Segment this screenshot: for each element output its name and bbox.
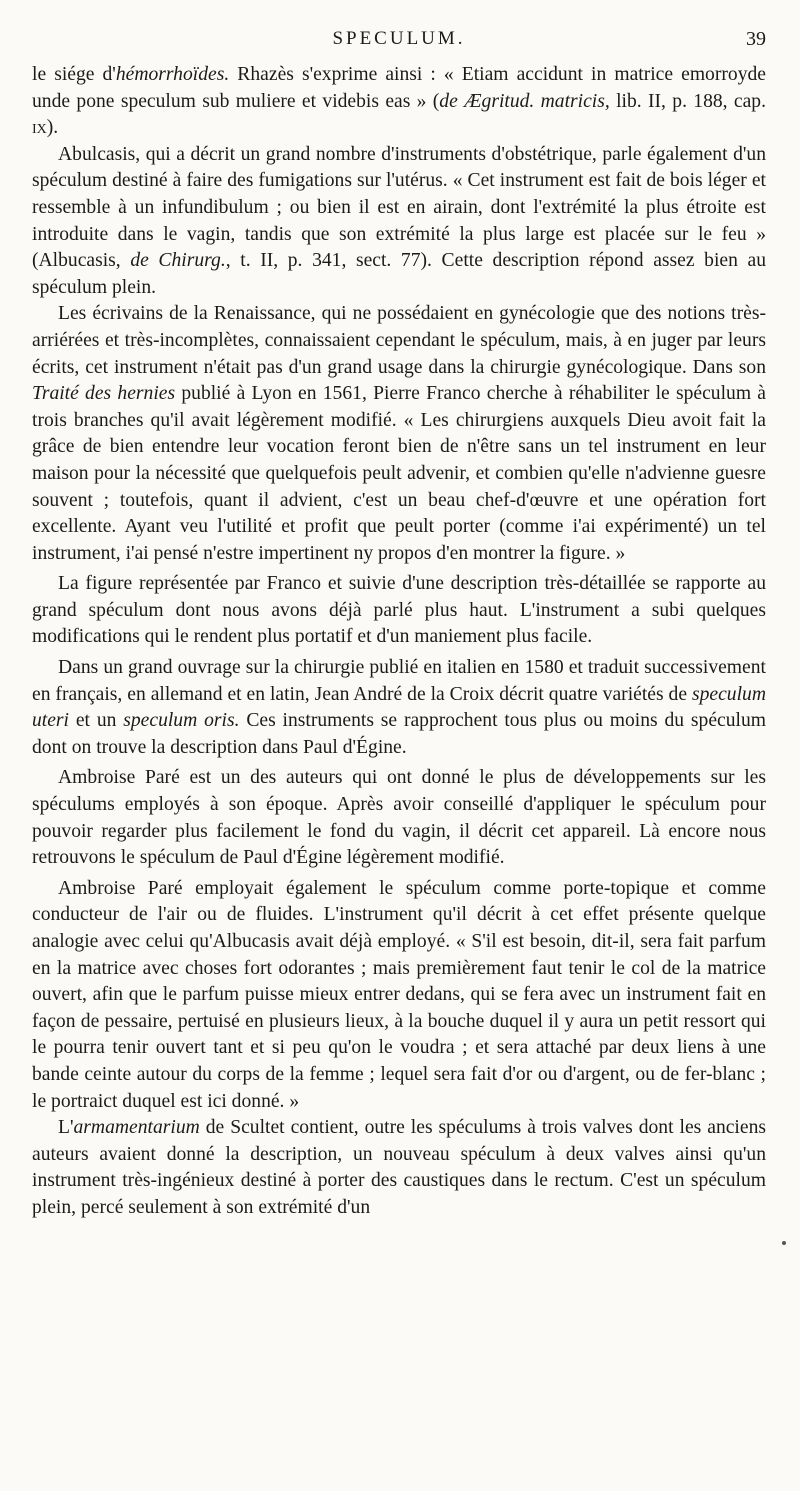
running-header [32,28,766,62]
italic-run: speculum uteri [32,683,766,732]
text-run: publié à Lyon en 1561, Pierre Franco cherche à réhabiliter le spéculum à trois branches qu'il avait légèrement modifié. « Les chirurgiens auxquels Dieu avoit fait la grâce de bien entendre leur vocation feront bien de n'être sans un tel instrument en leur maison pour la nécessité que quelquefois peult advenir, et combien qu'elle n'advienne guesre souvent ; toutefois, quant il advient, c'est un beau chef-d'œuvre et une opération fort excellente. Ayant veu l'utilité et profit que peult porter (comme i'ai expérimenté) un tel instrument, i'ai pensé n'estre impertinent ny propos d'en montrer la figure. » [32,383,766,564]
text-run: Les écrivains de la Renaissance, qui ne possédaient en gynécologie que des notions très-arriérées et très-incomplètes, connaissaient cependant le spéculum, mais, à en juger par leurs écrits, cet instrument n'était pas d'un grand usage dans la chirurgie gynécologique. Dans son [32,303,766,378]
paragraph [32,142,766,302]
paragraph [32,765,766,871]
paragraph [32,62,766,142]
text-run: , t. II, p. 341, sect. 77). Cette description répond assez bien au spéculum plein. [32,250,766,298]
paragraph [32,1115,766,1221]
text-run: Ces instruments se rapprochent tous plus ou moins du spéculum dont on trouve la description dans Paul d'Égine. [32,710,767,758]
italic-run: hémorrhoïdes. [115,64,230,85]
italic-run: speculum oris. [123,710,240,732]
body-text [32,62,766,1222]
text-run: La figure représentée par Franco et suivie d'une description très-détaillée se rapporte au grand spéculum dont nous avons déjà parlé plus haut. L'instrument a subi quelques modifications qui le rendent plus portatif et d'un maniement plus facile. [32,573,766,648]
text-run: Rhazès s'exprime ainsi : « Etiam accidunt in matrice emorroyde unde pone speculum sub muliere et videbis eas » ( [32,64,766,112]
text-run: de Scultet contient, outre les spéculums à trois valves dont les anciens auteurs avaient donné la description, un nouveau spéculum à deux valves ainsi qu'un instrument très-ingénieux destiné à porter des caustiques dans le rectum. C'est un spéculum plein, percé seulement à son extrémité d'un [32,1117,766,1218]
italic-run: armamentarium [73,1117,200,1139]
text-run: ). [46,117,59,139]
running-title: SPECULUM. [332,28,466,49]
text-run: Dans un grand ouvrage sur la chirurgie publié en italien en 1580 et traduit successivement en français, en allemand et en latin, Jean André de la Croix décrit quatre variétés de [32,657,766,705]
text-run: Abulcasis, qui a décrit un grand nombre d'instruments d'obstétrique, parle également d'un spéculum destiné à faire des fumigations sur l'utérus. « Cet instrument est fait de bois léger et ressemble à un infundibulum ; ou bien il est en airain, dont l'extrémité la plus étroite est introduite dans le vagin, tandis que son extrémité la plus large est placée sur le feu » (Albucasis, [32,143,766,272]
text-run: L' [58,1117,74,1139]
text-run: le siége d' [32,64,116,85]
italic-run: Traité des hernies [32,383,176,405]
text-run: Ambroise Paré est un des auteurs qui ont donné le plus de développements sur les spéculums employés à son époque. Après avoir conseillé d'appliquer le spéculum pour pouvoir regarder plus facilement le fond du vagin, il décrit cet appareil. Là encore nous retrouvons le spéculum de Paul d'Égine légèrement modifié. [32,767,766,869]
text-run: Ambroise Paré employait également le spéculum comme porte-topique et comme conducteur de l'air ou de fluides. L'instrument qu'il décrit à cet effet présente quelque analogie avec celui qu'Albucasis avait déjà employé. « S'il est besoin, dit-il, sera fait parfum en la matrice avec choses fort odorantes ; mais premièrement faut tenir le col de la matrice ouvert, afin que le parfum puisse mieux entrer dedans, qui se fera avec un instrument fait en façon de pessaire, pertuisé en plusieurs lieux, à la bouche duquel il y aura un petit ressort qui le pourra tenir ouvert tant et si peu qu'on le voudra ; et sera attaché par deux liens à une bande ceinte autour du corps de la femme ; lequel sera fait d'or ou d'argent, ou de fer-blanc ; le portraict duquel est ici donné. » [32,877,766,1112]
page-number: 39 [746,28,766,50]
small-caps-run: ix [32,117,47,139]
margin-mark [782,1241,786,1245]
paragraph [32,301,766,567]
paragraph [32,655,766,761]
italic-run: de Chirurg. [130,250,226,272]
text-run: et un [69,710,124,732]
paragraph [32,876,766,1115]
text-run: lib. II, p. 188, cap. [609,90,766,112]
italic-run: de Ægritud. matricis, [439,90,610,112]
paragraph [32,571,766,651]
